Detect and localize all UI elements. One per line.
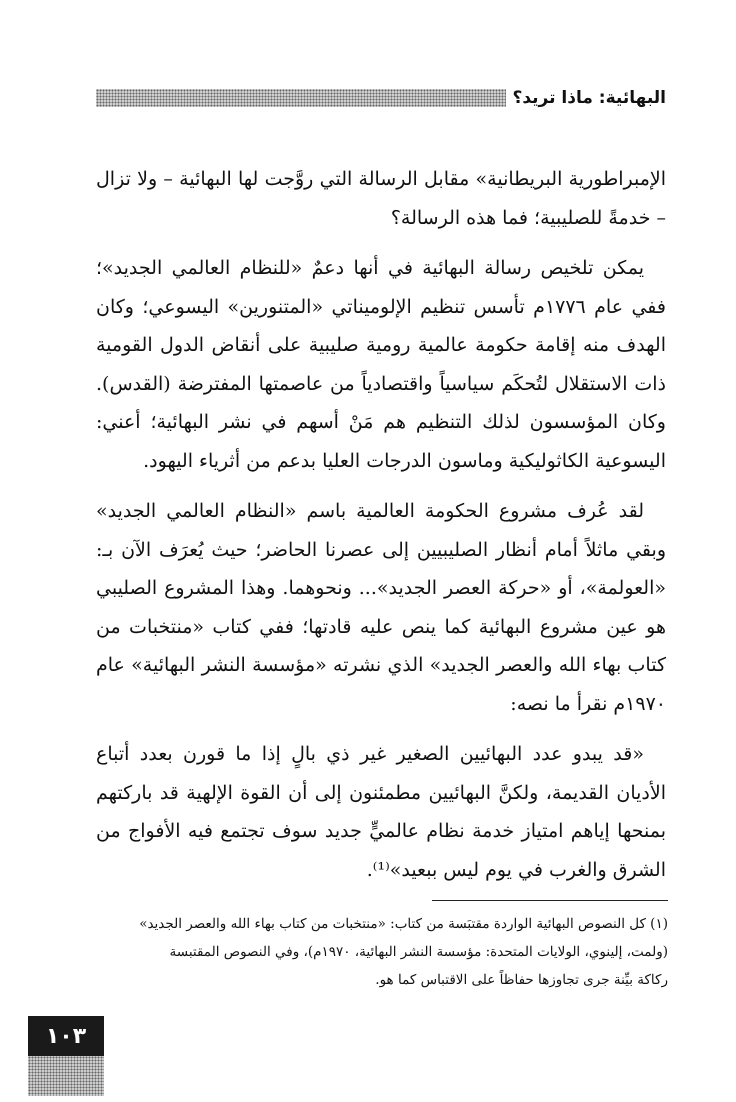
- header-decorative-band: [96, 89, 506, 107]
- footnote: [96, 910, 668, 994]
- body-text: [96, 160, 666, 901]
- footnote-line-3: ركاكة بيِّنة جرى تجاوزها حفاظاً على الاقتباس كما هو.: [375, 972, 668, 988]
- running-title: البهائية: ماذا تريد؟: [512, 88, 666, 108]
- running-header: [96, 86, 666, 110]
- paragraph-1: الإمبراطورية البريطانية» مقابل الرسالة التي روَّجت لها البهائية – ولا تزال – خدمةً للصليبية؛ فما هذه الرسالة؟: [96, 168, 666, 229]
- paragraph-2: يمكن تلخيص رسالة البهائية في أنها دعمٌ «للنظام العالمي الجديد»؛ ففي عام ١٧٧٦م تأسس تنظيم الإلوميناتي «المتنورين» اليسوعي؛ وكان الهدف منه إقامة حكومة عالمية رومية صليبية على أنقاض الدول القومية ذات الاستقلال لتُحكَم سياسياً واقتصادياً من عاصمتها المفترضة (القدس). وكان المؤسسون لذلك التنظيم هم مَنْ أسهم في نشر البهائية؛ أعني: اليسوعية الكاثوليكية وماسون الدرجات العليا بدعم من أثرياء اليهود.: [96, 257, 666, 472]
- paragraph-3: لقد عُرف مشروع الحكومة العالمية باسم «النظام العالمي الجديد» وبقي ماثلاً أمام أنظار الصليبيين إلى عصرنا الحاضر؛ حيث يُعرَف الآن بـ: «العولمة»، أو «حركة العصر الجديد»... ونحوهما. وهذا المشروع الصليبي هو عين مشروع البهائية كما ينص عليه قادتها؛ ففي كتاب «منتخبات من كتاب بهاء الله والعصر الجديد» الذي نشرته «مؤسسة النشر البهائية» عام ١٩٧٠م نقرأ ما نصه:: [96, 500, 666, 715]
- page-number: ١٠٣: [28, 1016, 104, 1056]
- paragraph-4-quote: «قد يبدو عدد البهائيين الصغير غير ذي بالٍ إذا ما قورن بعدد أتباع الأديان القديمة، ولكنَّ البهائيين مطمئنون إلى أن القوة الإلهية قد باركتهم بمنحها إياهم امتياز خدمة نظام عالميٍّ جديد سوف تجتمع فيه الأفواج من الشرق والغرب في يوم ليس ببعيد»⁽¹⁾.: [96, 743, 666, 881]
- footnote-line-2: (ولمت، إلينوي، الولايات المتحدة: مؤسسة النشر البهائية، ١٩٧٠م)، وفي النصوص المقتبسة: [169, 944, 668, 960]
- footnote-separator: [432, 900, 668, 901]
- footnote-line-1: (١) كل النصوص البهائية الواردة مقتبَسة من كتاب: «منتخبات من كتاب بهاء الله والعصر الجديد»: [139, 916, 668, 932]
- page-corner-decorative-band: [28, 1056, 104, 1096]
